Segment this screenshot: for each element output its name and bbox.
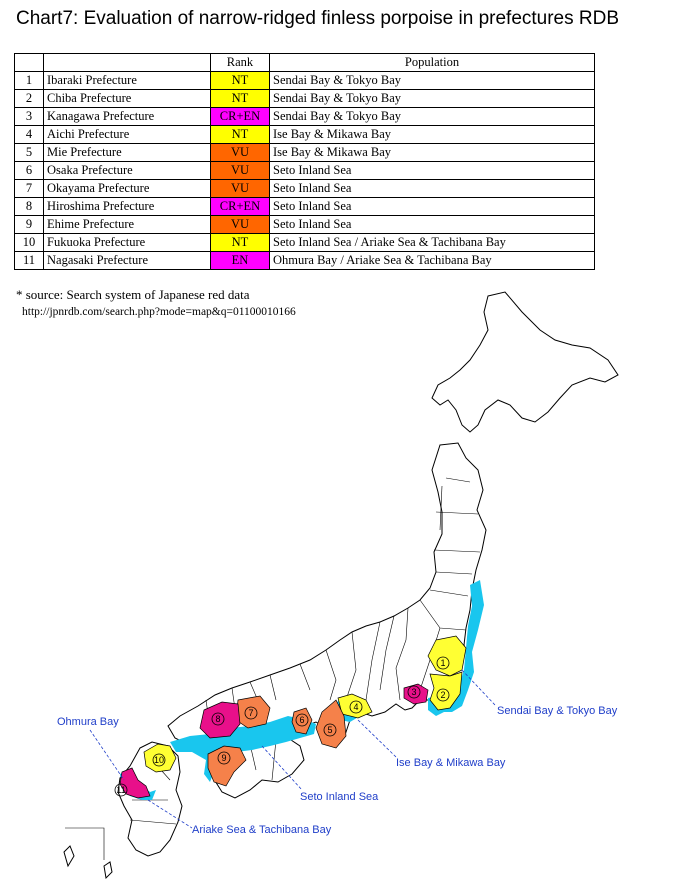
cell-prefecture: Chiba Prefecture	[44, 90, 211, 108]
cell-population: Seto Inland Sea	[270, 180, 595, 198]
southern-island	[104, 862, 112, 878]
southern-island	[64, 846, 74, 866]
header-population: Population	[270, 54, 595, 72]
cell-rank: VU	[211, 162, 270, 180]
cell-population: Sendai Bay & Tokyo Bay	[270, 90, 595, 108]
cell-no: 5	[15, 144, 44, 162]
cell-no: 7	[15, 180, 44, 198]
cell-prefecture: Okayama Prefecture	[44, 180, 211, 198]
cell-rank: CR+EN	[211, 198, 270, 216]
cell-rank: VU	[211, 180, 270, 198]
cell-rank: VU	[211, 144, 270, 162]
chart-title: Chart7: Evaluation of narrow-ridged finless porpoise in prefectures RDB	[16, 8, 620, 29]
cell-no: 3	[15, 108, 44, 126]
cell-population: Ise Bay & Mikawa Bay	[270, 144, 595, 162]
marker-3-label: 3	[411, 687, 417, 697]
leader-ise-mikawa	[358, 720, 396, 757]
cell-no: 9	[15, 216, 44, 234]
marker-4-label: 4	[353, 702, 359, 712]
label-seto: Seto Inland Sea	[300, 791, 379, 803]
cell-prefecture: Osaka Prefecture	[44, 162, 211, 180]
cell-prefecture: Hiroshima Prefecture	[44, 198, 211, 216]
cell-population: Seto Inland Sea / Ariake Sea & Tachibana Bay	[270, 234, 595, 252]
cell-no: 10	[15, 234, 44, 252]
cell-rank: NT	[211, 72, 270, 90]
cell-population: Sendai Bay & Tokyo Bay	[270, 72, 595, 90]
cell-prefecture: Ehime Prefecture	[44, 216, 211, 234]
cell-no: 8	[15, 198, 44, 216]
label-ariake: Ariake Sea & Tachibana Bay	[192, 824, 332, 836]
cell-prefecture: Mie Prefecture	[44, 144, 211, 162]
label-ohmura: Ohmura Bay	[57, 716, 119, 728]
source-note: * source: Search system of Japanese red data	[16, 287, 250, 302]
cell-no: 6	[15, 162, 44, 180]
marker-9-label: 9	[221, 753, 227, 763]
marker-5-label: 5	[327, 725, 333, 735]
label-ise-mikawa: Ise Bay & Mikawa Bay	[396, 757, 506, 769]
cell-prefecture: Kanagawa Prefecture	[44, 108, 211, 126]
cell-rank: EN	[211, 252, 270, 270]
marker-11	[115, 784, 127, 796]
label-sendai-tokyo: Sendai Bay & Tokyo Bay	[497, 705, 618, 717]
marker-11-label: 11	[116, 785, 126, 795]
cell-prefecture: Fukuoka Prefecture	[44, 234, 211, 252]
cell-rank: NT	[211, 126, 270, 144]
leader-ohmura	[90, 730, 124, 780]
header-rank: Rank	[211, 54, 270, 72]
cell-population: Ohmura Bay / Ariake Sea & Tachibana Bay	[270, 252, 595, 270]
cell-no: 4	[15, 126, 44, 144]
cell-population: Seto Inland Sea	[270, 216, 595, 234]
source-url: http://jpnrdb.com/search.php?mode=map&q=01100010166	[22, 306, 296, 318]
cell-population: Sendai Bay & Tokyo Bay	[270, 108, 595, 126]
marker-10-label: 10	[153, 755, 165, 765]
cell-no: 2	[15, 90, 44, 108]
cell-no: 1	[15, 72, 44, 90]
marker-10	[153, 754, 165, 766]
marker-6-label: 6	[299, 715, 305, 725]
cell-rank: VU	[211, 216, 270, 234]
cell-rank: NT	[211, 90, 270, 108]
marker-7-label: 7	[248, 708, 254, 718]
marker-1-label: 1	[440, 658, 446, 668]
marker-8-label: 8	[215, 714, 221, 724]
cell-prefecture: Aichi Prefecture	[44, 126, 211, 144]
cell-prefecture: Nagasaki Prefecture	[44, 252, 211, 270]
cell-rank: CR+EN	[211, 108, 270, 126]
cell-prefecture: Ibaraki Prefecture	[44, 72, 211, 90]
cell-population: Ise Bay & Mikawa Bay	[270, 126, 595, 144]
cell-rank: NT	[211, 234, 270, 252]
hokkaido	[432, 292, 618, 432]
cell-population: Seto Inland Sea	[270, 162, 595, 180]
cell-population: Seto Inland Sea	[270, 198, 595, 216]
marker-2-label: 2	[440, 690, 446, 700]
cell-no: 11	[15, 252, 44, 270]
